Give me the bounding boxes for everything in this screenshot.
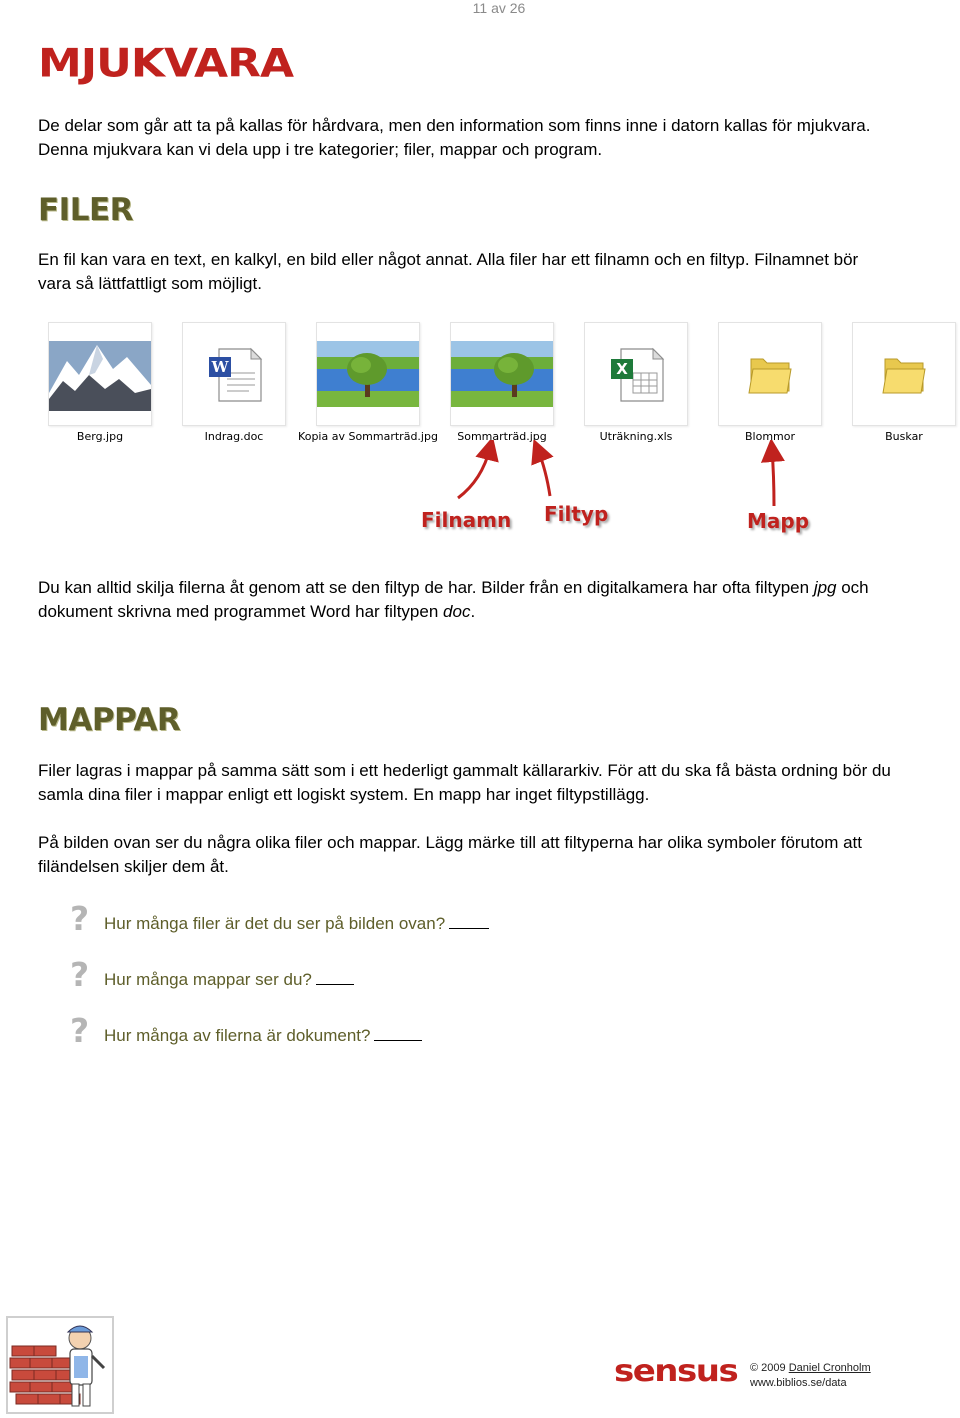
folder-tile-buskar[interactable] <box>852 322 956 426</box>
file-tile-utrakning[interactable] <box>584 322 688 426</box>
folder-caption: Blommor <box>744 430 795 443</box>
file-tile-berg[interactable] <box>48 322 152 426</box>
bilden-line: På bilden ovan ser du några olika filer och mappar. Lägg märke till att filtyperna har olika symboler förutom att <box>38 833 862 852</box>
question-text: Hur många filer är det du ser på bilden ovan? <box>104 912 489 934</box>
word-document-icon <box>183 323 285 425</box>
intro-paragraph <box>38 114 953 162</box>
mappar-paragraph <box>38 759 953 807</box>
author-link[interactable]: Daniel Cronholm <box>788 1362 871 1374</box>
mappar-line: Filer lagras i mappar på samma sätt som i ett hederligt gammalt källararkiv. För att du ska få bästa ordning bör du <box>38 761 891 780</box>
bricklayer-cartoon-icon <box>6 1316 114 1414</box>
arrow-filtyp <box>538 450 550 496</box>
callout-arrows <box>0 440 960 510</box>
file-tile-indrag[interactable] <box>182 322 286 426</box>
question-row <box>70 899 670 940</box>
intro-line: De delar som går att ta på kallas för hårdvara, men den information som finns inne i datorn kallas för mjukvara. <box>38 116 871 135</box>
filtyp-paragraph <box>38 576 953 624</box>
question-text: Hur många mappar ser du? <box>104 968 354 990</box>
answer-blank[interactable] <box>316 968 354 985</box>
question-row <box>70 955 670 996</box>
footer-url[interactable]: www.biblios.se/data <box>750 1377 847 1389</box>
file-caption: Berg.jpg <box>76 430 124 443</box>
summer-tree-photo-icon <box>317 323 419 425</box>
intro-line: Denna mjukvara kan vi dela upp i tre kategorier; filer, mappar och program. <box>38 140 603 159</box>
heading-mjukvara: MJUKVARA <box>38 40 294 87</box>
file-tile-sommartrad[interactable] <box>450 322 554 426</box>
folder-icon <box>853 323 955 425</box>
mappar-line: samla dina filer i mappar enligt ett logiskt system. En mapp har inget filtypstillägg. <box>38 785 650 804</box>
sensus-logo: sensus <box>614 1353 738 1389</box>
question-mark-icon: ? <box>70 955 90 994</box>
heading-filer: FILER <box>38 192 134 228</box>
filer-line: vara så lättfattligt som möjligt. <box>38 274 262 293</box>
question-mark-icon: ? <box>70 899 90 938</box>
question-text: Hur många av filerna är dokument? <box>104 1024 422 1046</box>
filer-paragraph <box>38 248 953 296</box>
folder-icon <box>719 323 821 425</box>
answer-blank[interactable] <box>374 1024 422 1041</box>
bilden-line: filändelsen skiljer dem åt. <box>38 857 229 876</box>
folder-caption: Buskar <box>885 430 923 443</box>
file-caption: Uträkning.xls <box>599 430 673 443</box>
svg-text:W: W <box>211 358 229 376</box>
callout-mapp: Mapp <box>747 509 810 533</box>
answer-blank[interactable] <box>449 912 489 929</box>
page-number: 11 av 26 <box>472 0 526 16</box>
mountain-photo-icon <box>49 323 151 425</box>
filtyp-line: Du kan alltid skilja filerna åt genom att se den filtyp de har. Bilder från en digitalkamera har ofta filtypen jpg och <box>38 578 869 597</box>
summer-tree-photo-icon <box>451 323 553 425</box>
excel-spreadsheet-icon <box>585 323 687 425</box>
file-tile-kopia-sommartrad[interactable] <box>316 322 420 426</box>
callout-filnamn: Filnamn <box>421 508 512 532</box>
copyright-line: © 2009 Daniel Cronholm <box>750 1362 871 1374</box>
question-mark-icon: ? <box>70 1011 90 1050</box>
bilden-paragraph <box>38 831 953 879</box>
file-caption: Sommarträd.jpg <box>457 430 547 443</box>
filer-line: En fil kan vara en text, en kalkyl, en bild eller något annat. Alla filer har ett filnamn och en filtyp. Filnamnet bör <box>38 250 859 269</box>
svg-text:X: X <box>616 360 628 378</box>
folder-tile-blommor[interactable] <box>718 322 822 426</box>
arrow-filnamn <box>458 448 490 498</box>
callout-filtyp: Filtyp <box>544 502 609 526</box>
file-caption: Indrag.doc <box>204 430 264 443</box>
filtyp-line: dokument skrivna med programmet Word har filtypen doc. <box>38 602 476 621</box>
footer-credit <box>750 1361 871 1391</box>
file-caption: Kopia av Sommarträd.jpg <box>298 430 438 443</box>
question-row <box>70 1011 670 1052</box>
heading-mappar: MAPPAR <box>38 702 181 738</box>
arrow-mapp <box>772 450 774 506</box>
